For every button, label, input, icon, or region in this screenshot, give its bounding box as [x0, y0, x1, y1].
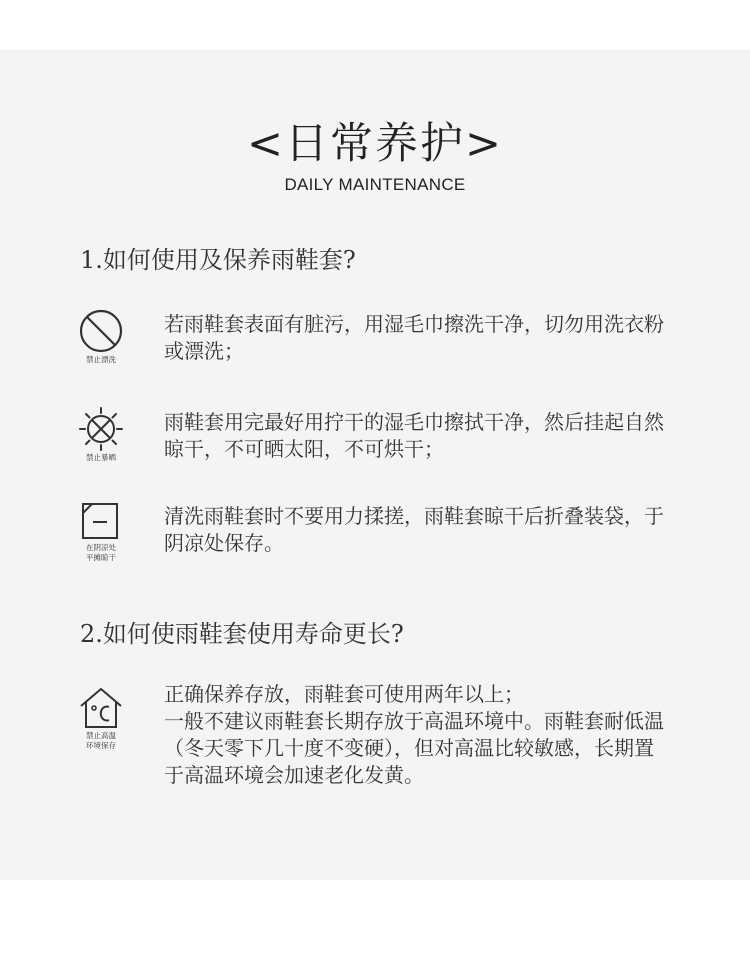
care-icon-group	[78, 502, 124, 562]
no-sun-icon	[78, 406, 124, 452]
section-heading-usage: 1.如何使用及保养雨鞋套?	[80, 246, 356, 274]
icon-caption: 禁止暴晒	[86, 453, 116, 462]
care-text: 雨鞋套用完最好用拧干的湿毛巾擦拭干净，然后挂起自然晾干，不可晒太阳，不可烘干；	[164, 410, 664, 461]
icon-caption: 在阴凉处	[86, 543, 116, 552]
icon-caption: 禁止高温	[86, 731, 116, 740]
page-title: <日常养护>	[246, 119, 504, 169]
page-subtitle: DAILY MAINTENANCE	[284, 175, 466, 194]
care-text-line: 正确保养存放，雨鞋套可使用两年以上；	[164, 682, 524, 706]
care-text-line: 一般不建议雨鞋套长期存放于高温环境中。雨鞋套耐低温（冬天零下几十度不变硬），但对高温比较敏感，长期置于高温环境会加速老化发黄。	[164, 709, 664, 787]
care-icon-group	[78, 308, 124, 364]
icon-caption: 禁止漂洗	[86, 355, 116, 364]
no-bleach-icon	[78, 308, 124, 354]
icon-caption: 环境保存	[86, 741, 116, 750]
icon-caption: 平摊晾干	[86, 553, 116, 562]
care-icon-group	[78, 686, 124, 750]
section-heading-lifespan: 2.如何使雨鞋套使用寿命更长?	[80, 620, 404, 648]
care-text: 若雨鞋套表面有脏污，用湿毛巾擦洗干净，切勿用洗衣粉或漂洗；	[164, 312, 664, 363]
no-high-temp-storage-icon	[78, 686, 124, 730]
dry-flat-shade-icon	[78, 502, 124, 542]
care-icon-group	[78, 406, 124, 462]
care-text: 清洗雨鞋套时不要用力揉搓，雨鞋套晾干后折叠装袋，于阴凉处保存。	[164, 504, 664, 555]
